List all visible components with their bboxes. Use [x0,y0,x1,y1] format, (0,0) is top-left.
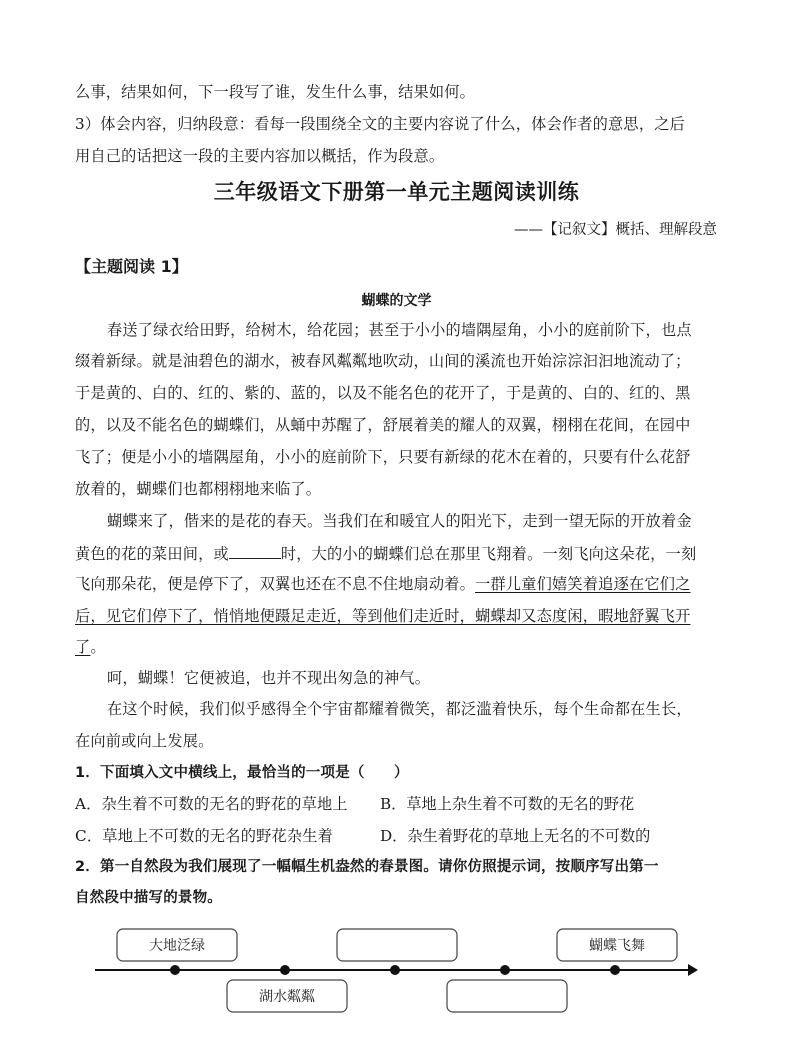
scenery-timeline [90,925,710,1025]
passage-title: 蝴蝶的文学 [361,293,432,309]
passage-paragraph-3: 呵，蝴蝶！它便被追，也并不现出匆急的神气。 [107,669,431,687]
option-b[interactable]: B．草地上杂生着不可数的无名的野花 [380,795,635,813]
p1-line: 放着的，蝴蝶们也都栩栩地来临了。 [75,480,322,498]
p1-line: 缀着新绿。就是油碧色的湖水，被春风粼粼地吹动，山间的溪流也开始淙淙汩汩地流动了； [75,352,691,370]
timeline-dot [500,965,510,975]
intro-line-1: 么事，结果如何，下一段写了谁，发生什么事，结果如何。 [75,83,476,101]
question-2-stem: 2．第一自然段为我们展现了一幅幅生机盎然的春景图。请你仿照提示词，按顺序写出第一 [75,859,659,875]
p1-line: 春送了绿衣给田野，给树木，给花园；甚至于小小的墙隅屋角，小小的庭前阶下，也点 [107,321,692,339]
timeline-dot [610,965,620,975]
p4-line: 在这个时候，我们似乎感得全个宇宙都耀着微笑，都泛滥着快乐，每个生命都在生长， [107,700,692,718]
p2-line [75,637,106,657]
underlined-text: 一群儿童们嬉笑着追逐在它们之 [475,575,691,593]
page-subtitle: ——【记叙文】概括、理解段意 [514,222,717,238]
option-d[interactable]: D．杂生着野花的草地上无名的不可数的 [380,827,651,845]
question-1-stem: 1．下面填入文中横线上，最恰当的一项是（ ） [75,765,409,781]
timeline-box-label: 大地泛绿 [149,938,205,954]
timeline-dot [280,965,290,975]
p2-line [75,574,691,594]
p2-text: 飞向那朵花，便是停下了，双翼也还在不息不住地扇动着。 [75,575,476,593]
p1-line: 于是黄的、白的、红的、紫的、蓝的，以及不能名色的花开了，于是黄的、白的、红的、黑 [75,384,691,402]
fill-in-blank[interactable] [229,543,281,559]
timeline-box-label: 湖水粼粼 [259,989,315,1005]
timeline-dot [170,965,180,975]
p1-line: 飞了；便是小小的墙隅屋角，小小的庭前阶下，只要有新绿的花木在着的，只要有什么花舒 [75,448,691,466]
p2-text: 时，大的小的蝴蝶们总在那里飞翔着。一刻飞向这朵花，一刻 [280,545,697,563]
p2-line [75,543,696,564]
timeline-dot [390,965,400,975]
option-a[interactable]: A．杂生着不可数的无名的野花的草地上 [75,795,348,813]
underlined-text: 了 [75,638,91,656]
timeline-answer-box[interactable] [337,929,457,961]
arrow-head-icon [688,964,698,976]
p2-text: 。 [90,638,106,656]
p4-line: 在向前或向上发展。 [75,732,214,750]
p2-line: 蝴蝶来了，偕来的是花的春天。当我们在和暖宜人的阳光下，走到一望无际的开放着金 [107,512,692,530]
intro-line-2: 3）体会内容，归纳段意：看每一段围绕全文的主要内容说了什么，体会作者的意思，之后 [75,115,685,133]
page-title: 三年级语文下册第一单元主题阅读训练 [213,180,580,204]
intro-line-3: 用自己的话把这一段的主要内容加以概括，作为段意。 [75,147,445,165]
question-2-stem: 自然段中描写的景物。 [75,890,222,906]
timeline-box-label: 蝴蝶飞舞 [589,938,645,954]
p2-line: 后，见它们停下了，悄悄地便蹑足走近，等到他们走近时，蝴蝶却又态度闲，暇地舒翼飞开 [75,607,691,625]
timeline-answer-box[interactable] [447,980,567,1012]
p2-text: 黄色的花的菜田间，或 [75,545,229,563]
section-label: 【主题阅读 1】 [75,257,188,276]
p1-line: 的，以及不能名色的蝴蝶们，从蛹中苏醒了，舒展着美的耀人的双翼，栩栩在花间，在园中 [75,416,691,434]
option-c[interactable]: C．草地上不可数的无名的野花杂生着 [75,827,334,845]
